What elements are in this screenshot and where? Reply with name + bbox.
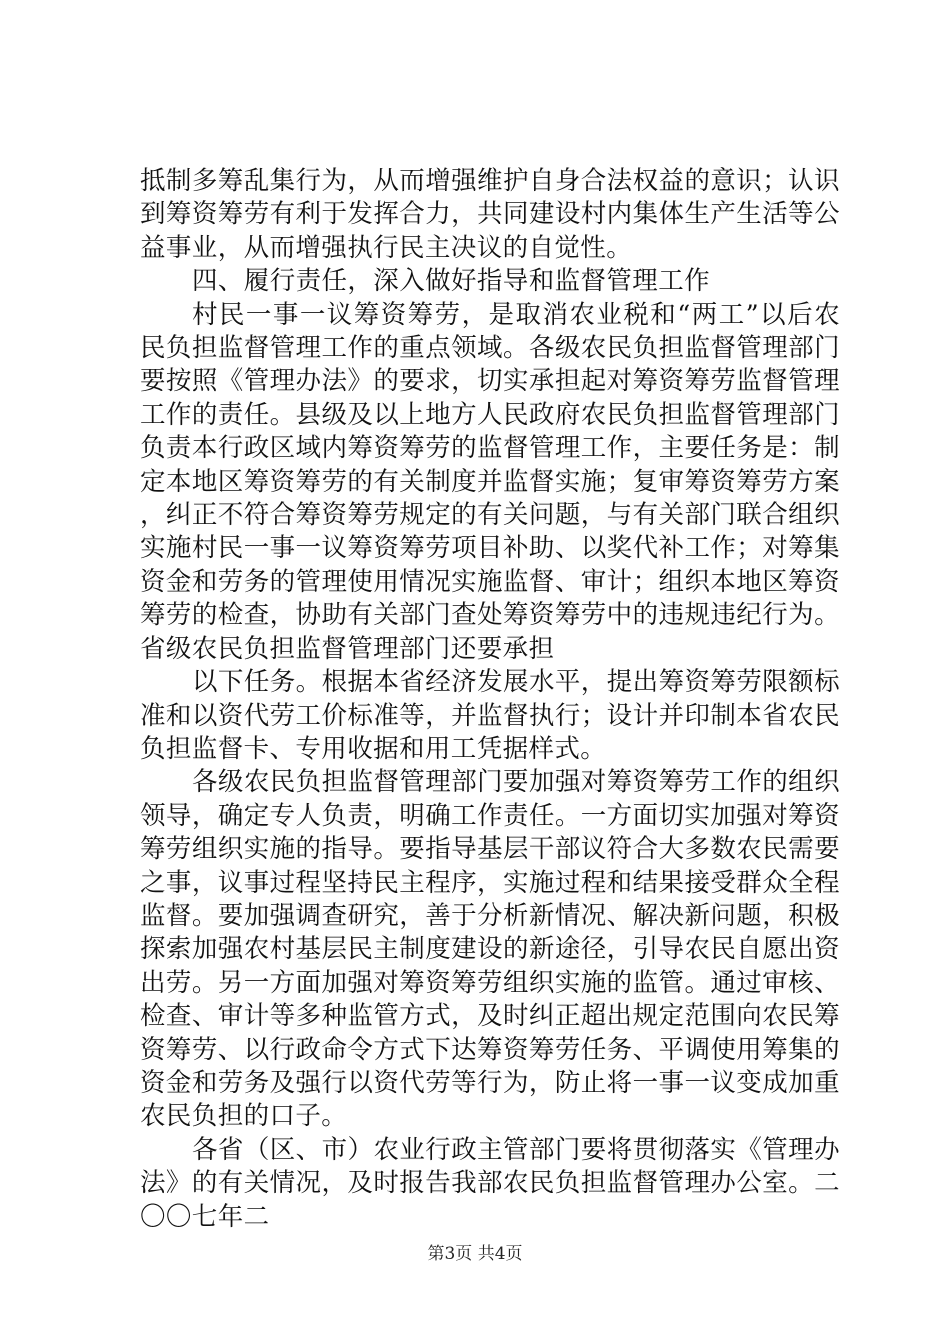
paragraph-provincial-tasks: 以下任务。根据本省经济发展水平，提出筹资筹劳限额标准和以资代劳工价标准等，并监督执行；设计并印制本省农民负担监督卡、专用收据和用工凭据样式。 <box>140 667 840 764</box>
paragraph-reporting: 各省（区、市）农业行政主管部门要将贯彻落实《管理办法》的有关情况，及时报告我部农民负担监督管理办公室。二〇〇七年二 <box>140 1134 840 1232</box>
paragraph-continuation: 抵制多筹乱集行为，从而增强维护自身合法权益的意识；认识到筹资筹劳有利于发挥合力，共同建设村内集体生产生活等公益事业，从而增强执行民主决议的自觉性。 <box>140 166 840 263</box>
paragraph-responsibilities: 村民一事一议筹资筹劳，是取消农业税和“两工”以后农民负担监督管理工作的重点领域。各级农民负担监督管理部门要按照《管理办法》的要求，切实承担起对筹资筹劳监督管理工作的责任。县级及以上地方人民政府农民负担监督管理部门负责本行政区域内筹资筹劳的监督管理工作，主要任务是：制定本地区筹资筹劳的有关制度并监督实施；复审筹资筹劳方案，纠正不符合筹资筹劳规定的有关问题，与有关部门联合组织实施村民一事一议筹资筹劳项目补助、以奖代补工作；对筹集资金和劳务的管理使用情况实施监督、审计；组织本地区筹资筹劳的检查，协助有关部门查处筹资筹劳中的违规违纪行为。省级农民负担监督管理部门还要承担 <box>140 299 840 664</box>
page-number-footer: 第3页 共4页 <box>427 1244 523 1264</box>
paragraph-leadership: 各级农民负担监督管理部门要加强对筹资筹劳工作的组织领导，确定专人负责，明确工作责任。一方面切实加强对筹资筹劳组织实施的指导。要指导基层干部议符合大多数农民需要之事，议事过程坚持民主程序，实施过程和结果接受群众全程监督。要加强调查研究，善于分析新情况、解决新问题，积极探索加强农村基层民主制度建设的新途径，引导农民自愿出资出劳。另一方面加强对筹资筹劳组织实施的监管。通过审核、检查、审计等多种监管方式，及时纠正超出规定范围向农民筹资筹劳、以行政命令方式下达筹资筹劳任务、平调使用筹集的资金和劳务及强行以资代劳等行为，防止将一事一议变成加重农民负担的口子。 <box>140 767 840 1132</box>
section-heading: 四、履行责任，深入做好指导和监督管理工作 <box>192 266 711 297</box>
document-body <box>140 165 840 1234</box>
